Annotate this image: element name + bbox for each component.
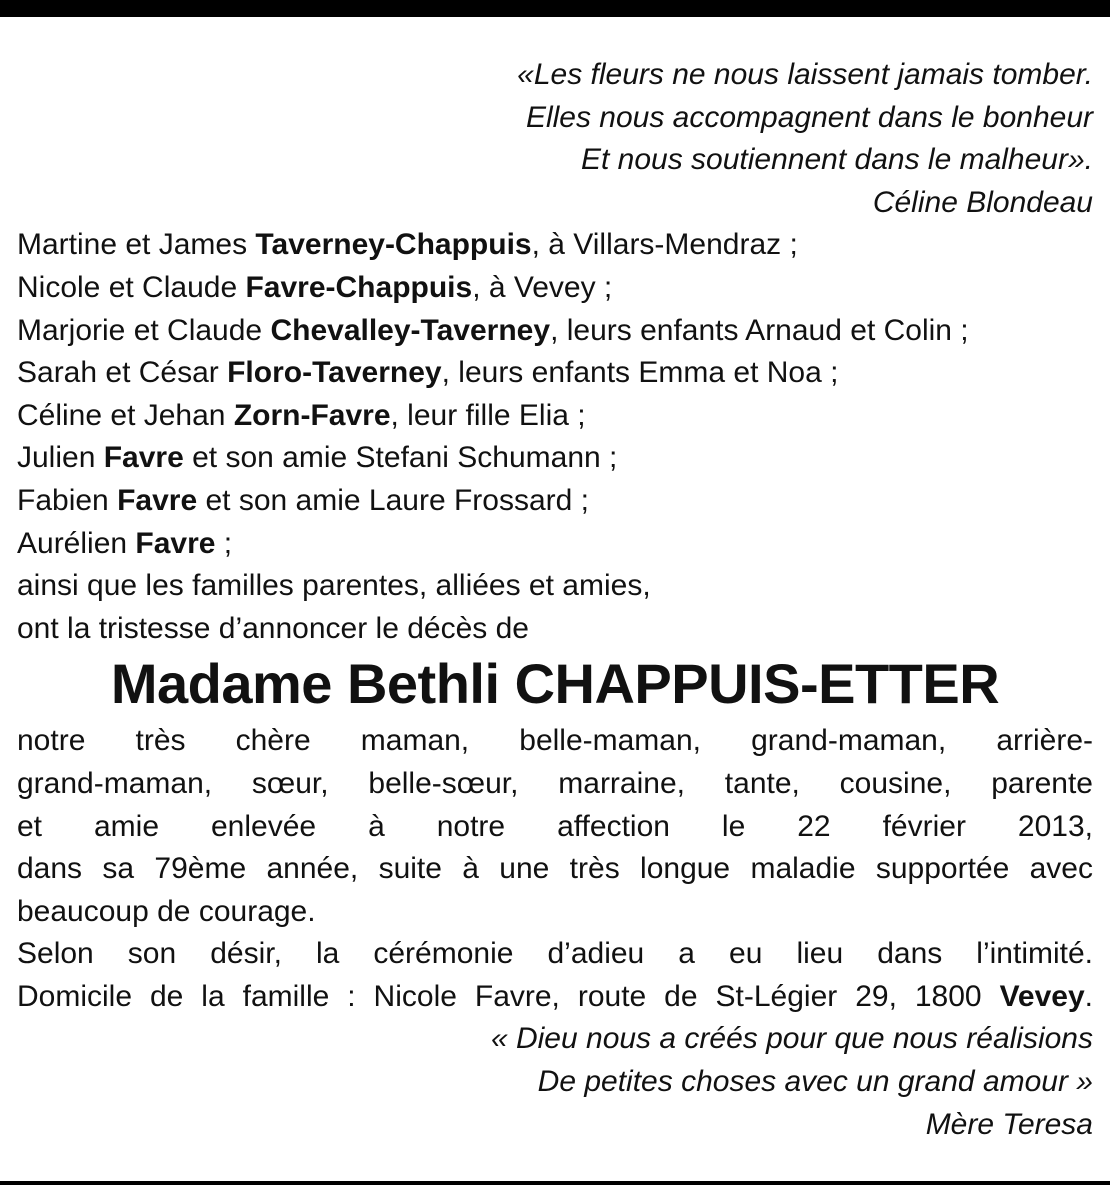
family-surname: Taverney-Chappuis [255,228,532,262]
obituary-notice [17,54,1093,1146]
domicile-address: Domicile de la famille : Nicole Favre, route de St-Légier 29, 1800 [17,979,1000,1013]
family-line [17,267,1093,310]
body-line: grand-maman, sœur, belle-sœur, marraine, tante, cousine, parente [17,766,1093,800]
quote-line: De petites choses avec un grand amour » [537,1065,1093,1099]
family-detail: et son amie Stefani Schumann ; [183,441,618,475]
family-surname: Favre [103,441,184,475]
family-surname: Chevalley-Taverney [270,313,551,347]
body-line: beaucoup de courage. [17,894,316,928]
quote-line: Elles nous accompagnent dans le bonheur [525,100,1093,134]
body-line: dans sa 79ème année, suite à une très longue maladie supportée avec [17,852,1093,886]
family-line [17,352,1093,395]
family-names: Céline et Jehan [17,398,234,432]
family-surname: Floro-Taverney [227,356,442,390]
family-detail: , à Villars-Mendraz ; [531,228,798,262]
quote-line: Et nous soutiennent dans le malheur». [580,143,1093,177]
family-names: Nicole et Claude [17,270,246,304]
obituary-body [17,720,1093,1018]
closing-quote [17,1018,1093,1146]
family-list [17,224,1093,650]
family-names: Aurélien [17,526,136,560]
family-detail: et son amie Laure Frossard ; [197,483,589,517]
intro-line: ont la tristesse d’annoncer le décès de [17,611,529,645]
family-surname: Zorn-Favre [233,398,391,432]
quote-line: «Les fleurs ne nous laissent jamais tomber. [517,58,1093,91]
opening-quote [17,54,1093,224]
family-names: Sarah et César [17,356,228,390]
family-line [17,437,1093,480]
family-detail: , leurs enfants Emma et Noa ; [441,356,839,390]
deceased-name: Madame Bethli CHAPPUIS-ETTER [110,652,1000,716]
domicile-town: Vevey [999,979,1085,1013]
family-detail: , leurs enfants Arnaud et Colin ; [550,313,969,347]
quote-author: Mère Teresa [925,1107,1093,1141]
family-names: Marjorie et Claude [17,313,271,347]
family-names: Fabien [17,483,118,517]
quote-author: Céline Blondeau [872,185,1093,219]
family-line [17,395,1093,438]
body-line: notre très chère maman, belle-maman, grand-maman, arrière- [17,724,1093,758]
top-rule [0,0,1110,17]
family-surname: Favre-Chappuis [245,270,473,304]
family-detail: ; [215,526,233,560]
family-surname: Favre [135,526,216,560]
domicile-line [17,976,1093,1019]
family-names: Martine et James [17,228,256,262]
body-line: Selon son désir, la cérémonie d’adieu a eu lieu dans l’intimité. [17,937,1093,971]
intro-line: ainsi que les familles parentes, alliées et amies, [17,569,651,603]
family-line [17,224,1093,267]
family-detail: , à Vevey ; [472,270,613,304]
family-surname: Favre [117,483,198,517]
family-detail: , leur fille Elia ; [390,398,586,432]
family-line [17,523,1093,566]
quote-line: « Dieu nous a créés pour que nous réalisions [490,1022,1093,1056]
family-line [17,480,1093,523]
bottom-rule [0,1181,1110,1185]
family-names: Julien [17,441,104,475]
domicile-period: . [1084,979,1093,1013]
family-line [17,310,1093,353]
body-line: et amie enlevée à notre affection le 22 février 2013, [17,809,1093,843]
